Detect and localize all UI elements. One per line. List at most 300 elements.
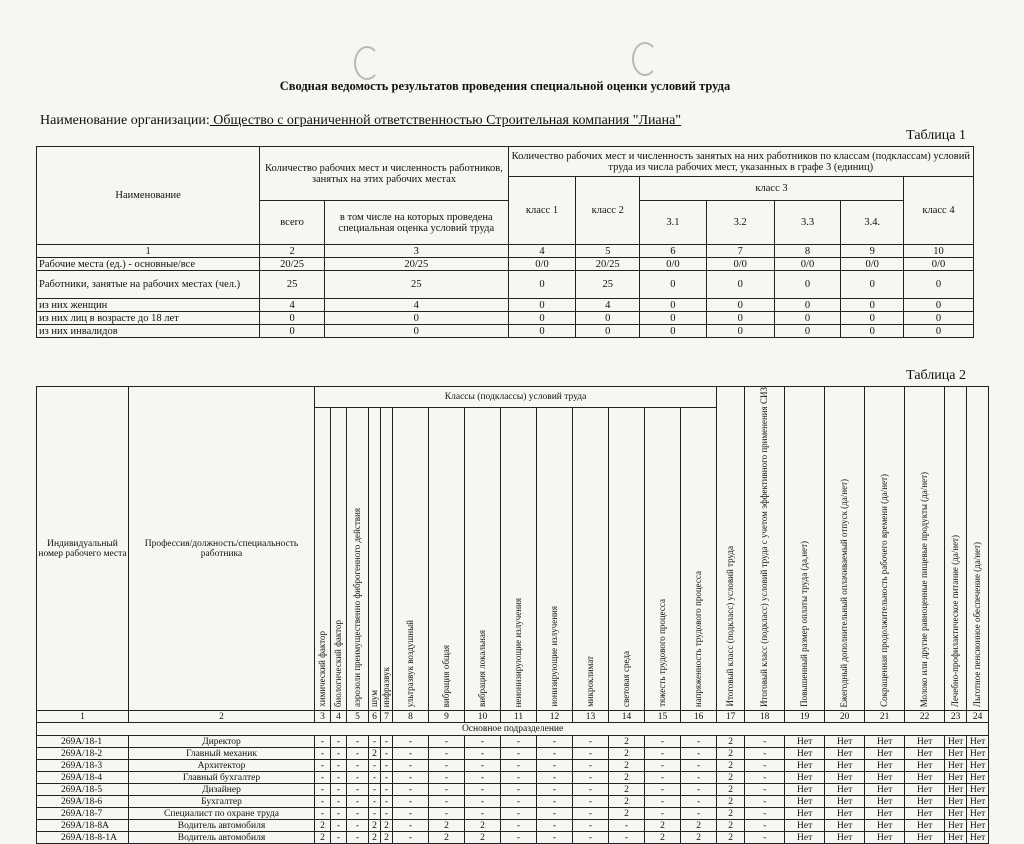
t2-cell: Нет [825, 760, 865, 772]
t2-cell: - [393, 820, 429, 832]
t2-cell: 2 [381, 832, 393, 844]
t2-cell: - [537, 760, 573, 772]
t2-cell: - [381, 736, 393, 748]
t2-cell: - [573, 784, 609, 796]
t1-cell: 4 [324, 299, 508, 312]
t2-header-factor [331, 407, 347, 710]
t2-cell: Нет [865, 796, 905, 808]
t2-cell: - [331, 796, 347, 808]
t2-cell: Нет [945, 736, 967, 748]
t2-cell: - [681, 748, 717, 760]
table1 [36, 146, 974, 338]
t2-cell: Нет [905, 808, 945, 820]
t1-header-total: всего [260, 201, 325, 245]
t2-header-factor-label: напряженность трудового процесса [693, 570, 704, 707]
t2-cell: Нет [945, 748, 967, 760]
t1-col-num: 3 [324, 245, 508, 258]
t1-col-num: 9 [841, 245, 904, 258]
t2-header-extra [945, 387, 967, 711]
t2-row-profession: Бухгалтер [129, 796, 315, 808]
t2-cell: Нет [967, 820, 989, 832]
t1-cell: 25 [324, 271, 508, 299]
t2-cell: Нет [825, 784, 865, 796]
t2-cell: - [381, 760, 393, 772]
t2-header-factor [315, 407, 331, 710]
t2-cell: - [429, 796, 465, 808]
t2-cell: 2 [315, 820, 331, 832]
t2-cell: - [465, 760, 501, 772]
t2-cell: - [573, 832, 609, 844]
t2-cell: 2 [381, 820, 393, 832]
t2-col-num: 22 [905, 711, 945, 723]
t2-cell: 2 [717, 748, 745, 760]
t2-row-id: 269А/18-5 [37, 784, 129, 796]
t2-cell: - [537, 796, 573, 808]
t2-cell: Нет [905, 796, 945, 808]
t1-cell: 0 [260, 312, 325, 325]
t2-header-extra-label: Итоговый класс (подкласс) условий труда с учетом эффективного применения СИЗ [759, 387, 770, 707]
t2-cell: Нет [785, 820, 825, 832]
t2-cell: - [573, 736, 609, 748]
t2-cell: - [745, 808, 785, 820]
t1-cell: 0 [774, 312, 841, 325]
t1-cell: 0 [576, 325, 640, 338]
t1-cell: 20/25 [324, 258, 508, 271]
t2-cell: Нет [785, 760, 825, 772]
t2-cell: Нет [905, 760, 945, 772]
t2-header-factor [347, 407, 369, 710]
t1-cell: 0 [841, 299, 904, 312]
t2-cell: - [369, 808, 381, 820]
t2-cell: - [381, 796, 393, 808]
t2-col-num: 10 [465, 711, 501, 723]
t1-header-class4: класс 4 [903, 177, 973, 245]
t1-cell: 0 [903, 325, 973, 338]
t2-cell: - [573, 760, 609, 772]
t2-cell: - [315, 736, 331, 748]
t2-row-profession: Главный бухгалтер [129, 772, 315, 784]
t2-col-num: 1 [37, 711, 129, 723]
t1-col-num: 8 [774, 245, 841, 258]
t2-cell: - [645, 796, 681, 808]
t2-col-num: 24 [967, 711, 989, 723]
t2-cell: - [645, 784, 681, 796]
t2-header-extra [785, 387, 825, 711]
t1-cell: 0 [508, 325, 576, 338]
t2-cell: - [537, 748, 573, 760]
t2-header-factor [465, 407, 501, 710]
t1-cell: 0 [903, 312, 973, 325]
t2-cell: - [315, 784, 331, 796]
t2-header-factor-label: аэрозоли преимущественно фиброгенного действия [352, 508, 362, 707]
t2-cell: 2 [645, 832, 681, 844]
t1-header-class1: класс 1 [508, 177, 576, 245]
t1-header-classes: Количество рабочих мест и численность занятых на них работников по классам (подклассам) условий труда из числа рабочих мест, указанных в графе 3 (единиц) [508, 147, 973, 177]
t2-cell: - [331, 784, 347, 796]
t1-col-num: 4 [508, 245, 576, 258]
t2-cell: Нет [905, 772, 945, 784]
t2-cell: Нет [825, 808, 865, 820]
t2-cell: - [315, 760, 331, 772]
t2-cell: Нет [825, 772, 865, 784]
t2-cell: Нет [905, 820, 945, 832]
t2-cell: - [465, 808, 501, 820]
t2-cell: - [381, 808, 393, 820]
t2-header-factor [645, 407, 681, 710]
t2-row-id: 269А/18-3 [37, 760, 129, 772]
t2-header-extra-label: Молоко или другие равноценные пищевые продукты (да/нет) [919, 471, 930, 707]
t2-cell: - [347, 760, 369, 772]
t2-cell: - [465, 748, 501, 760]
t2-cell: Нет [865, 772, 905, 784]
t1-cell: 0 [706, 299, 774, 312]
t2-cell: - [381, 784, 393, 796]
t2-header-extra [745, 387, 785, 711]
t2-header-factor-label: шум [369, 689, 379, 707]
t2-cell: Нет [785, 736, 825, 748]
t2-header-factor-label: химический фактор [317, 631, 327, 707]
t2-cell: 2 [369, 820, 381, 832]
t2-row [37, 796, 989, 808]
t2-cell: - [573, 820, 609, 832]
t2-cell: - [347, 796, 369, 808]
t2-cell: 2 [369, 832, 381, 844]
t1-cell: 0 [903, 299, 973, 312]
t1-cell: 25 [260, 271, 325, 299]
t2-header-extra-label: Сокращенная продолжительность рабочего времени (да/нет) [879, 474, 890, 707]
t2-cell: - [347, 772, 369, 784]
t1-header-sub-3-2: 3.2 [706, 201, 774, 245]
t2-cell: - [429, 772, 465, 784]
t2-cell: 2 [315, 832, 331, 844]
t2-cell: - [393, 760, 429, 772]
t1-row [37, 325, 974, 338]
t2-cell: Нет [825, 832, 865, 844]
punch-hole-right-icon [632, 42, 658, 76]
t1-cell: 4 [260, 299, 325, 312]
organization-line [40, 113, 681, 129]
t2-cell: 2 [609, 772, 645, 784]
t2-cell: - [501, 760, 537, 772]
t2-col-num: 2 [129, 711, 315, 723]
t2-cell: - [681, 760, 717, 772]
t2-header-factor [537, 407, 573, 710]
t2-cell: 2 [609, 784, 645, 796]
t1-header-places: Количество рабочих мест и численность работников, занятых на этих рабочих местах [260, 147, 508, 201]
t2-cell: 2 [717, 772, 745, 784]
t1-row-label: из них женщин [37, 299, 260, 312]
t2-col-num: 21 [865, 711, 905, 723]
t2-cell: 2 [681, 832, 717, 844]
t2-cell: Нет [785, 772, 825, 784]
t2-cell: - [681, 736, 717, 748]
t2-row-id: 269А/18-8-1А [37, 832, 129, 844]
t2-header-factor-label: вибрация локальная [477, 629, 487, 707]
t2-cell: 2 [717, 820, 745, 832]
t1-cell: 25 [576, 271, 640, 299]
t2-cell: - [645, 772, 681, 784]
t2-cell: Нет [785, 796, 825, 808]
t2-cell: 2 [717, 736, 745, 748]
t2-cell: Нет [967, 748, 989, 760]
t2-cell: 2 [681, 820, 717, 832]
t2-cell: - [369, 736, 381, 748]
t2-col-num: 18 [745, 711, 785, 723]
t2-cell: Нет [967, 808, 989, 820]
t1-column-numbers [37, 245, 974, 258]
t1-col-num: 5 [576, 245, 640, 258]
t2-col-num: 19 [785, 711, 825, 723]
t2-cell: - [315, 808, 331, 820]
t1-col-num: 6 [640, 245, 707, 258]
t1-header-sub-3-4: 3.4. [841, 201, 904, 245]
t1-header-name: Наименование [37, 147, 260, 245]
t2-cell: - [537, 784, 573, 796]
t2-row [37, 808, 989, 820]
t2-cell: Нет [825, 820, 865, 832]
t1-cell: 0 [774, 299, 841, 312]
t2-cell: - [501, 736, 537, 748]
t2-header-extra [967, 387, 989, 711]
t2-cell: Нет [967, 784, 989, 796]
t2-cell: 2 [429, 820, 465, 832]
t2-cell: Нет [967, 760, 989, 772]
t2-col-num: 5 [347, 711, 369, 723]
t2-cell: - [681, 808, 717, 820]
page-title: Сводная ведомость результатов проведения специальной оценки условий труда [279, 79, 731, 93]
t2-column-numbers [37, 711, 989, 723]
t2-header-id: Индивидуальный номер рабочего места [37, 387, 129, 711]
t2-cell: Нет [865, 784, 905, 796]
table2-caption: Таблица 2 [906, 368, 966, 383]
t1-cell: 0 [640, 312, 707, 325]
t1-col-num: 1 [37, 245, 260, 258]
t2-cell: - [429, 784, 465, 796]
t2-cell: - [573, 772, 609, 784]
t1-cell: 0 [508, 271, 576, 299]
t2-col-num: 11 [501, 711, 537, 723]
t2-row-profession: Главный механик [129, 748, 315, 760]
t2-cell: 2 [429, 832, 465, 844]
table2 [36, 386, 989, 844]
t2-cell: - [331, 748, 347, 760]
t2-header-factor [369, 407, 381, 710]
org-value: Общество с ограниченной ответственностью Строительная компания "Лиана" [209, 113, 682, 128]
t2-row [37, 736, 989, 748]
t2-header-factor [501, 407, 537, 710]
t1-cell: 0 [576, 312, 640, 325]
t1-col-num: 2 [260, 245, 325, 258]
t2-cell: - [537, 808, 573, 820]
t2-row-profession: Директор [129, 736, 315, 748]
t2-cell: - [393, 784, 429, 796]
t1-row-label: из них инвалидов [37, 325, 260, 338]
t1-col-num: 10 [903, 245, 973, 258]
t2-header-factor-label: неионизирующие излучения [513, 597, 523, 707]
t2-cell: - [315, 772, 331, 784]
t1-cell: 0/0 [841, 258, 904, 271]
table1-caption: Таблица 1 [906, 128, 966, 143]
t2-cell: 2 [465, 820, 501, 832]
t1-cell: 0 [640, 325, 707, 338]
t2-cell: Нет [865, 808, 905, 820]
t2-cell: Нет [785, 808, 825, 820]
t1-cell: 0 [706, 312, 774, 325]
t2-cell: - [609, 820, 645, 832]
t2-cell: - [573, 808, 609, 820]
t2-cell: - [347, 808, 369, 820]
t2-cell: Нет [945, 772, 967, 784]
t2-cell: Нет [785, 784, 825, 796]
t2-cell: - [331, 820, 347, 832]
t1-cell: 0 [640, 299, 707, 312]
t2-cell: - [501, 748, 537, 760]
t2-cell: Нет [945, 832, 967, 844]
t2-section-title: Основное подразделение [37, 723, 989, 736]
t1-header-evaluated: в том числе на которых проведена специальная оценка условий труда [324, 201, 508, 245]
t2-header-factor [393, 407, 429, 710]
t2-header-factor [573, 407, 609, 710]
t2-cell: Нет [865, 748, 905, 760]
t2-row-id: 269А/18-2 [37, 748, 129, 760]
t1-row-label: из них лиц в возрасте до 18 лет [37, 312, 260, 325]
t2-cell: Нет [967, 832, 989, 844]
t2-cell: - [369, 796, 381, 808]
t2-cell: - [393, 736, 429, 748]
t2-cell: - [609, 832, 645, 844]
t2-cell: Нет [905, 784, 945, 796]
t2-header-factor [609, 407, 645, 710]
t2-header-factor-label: микроклимат [585, 656, 595, 707]
t1-cell: 0 [508, 299, 576, 312]
t2-cell: - [465, 796, 501, 808]
t1-cell: 0 [774, 325, 841, 338]
t2-cell: - [331, 736, 347, 748]
t2-cell: - [315, 796, 331, 808]
t2-row-id: 269А/18-7 [37, 808, 129, 820]
t2-cell: - [369, 760, 381, 772]
t1-cell: 4 [576, 299, 640, 312]
t2-row-id: 269А/18-1 [37, 736, 129, 748]
t2-cell: - [331, 808, 347, 820]
t2-header-factor-label: вибрация общая [441, 644, 451, 707]
t2-cell: - [745, 796, 785, 808]
t2-header-extra [905, 387, 945, 711]
t1-cell: 0 [508, 312, 576, 325]
t2-cell: Нет [785, 748, 825, 760]
t2-cell: 2 [609, 760, 645, 772]
t2-header-extra-label: Итоговый класс (подкласс) условий труда [725, 546, 736, 707]
t2-cell: Нет [825, 748, 865, 760]
t1-cell: 0 [841, 271, 904, 299]
t2-cell: - [681, 784, 717, 796]
t2-header-extra [825, 387, 865, 711]
t2-cell: 2 [609, 748, 645, 760]
t2-cell: - [537, 820, 573, 832]
t1-row [37, 312, 974, 325]
t2-cell: - [745, 736, 785, 748]
t2-cell: - [501, 796, 537, 808]
t2-cell: - [501, 784, 537, 796]
t1-cell: 0 [774, 271, 841, 299]
t2-row [37, 832, 989, 844]
t2-cell: Нет [825, 796, 865, 808]
t2-col-num: 9 [429, 711, 465, 723]
t2-cell: Нет [945, 820, 967, 832]
t2-col-num: 13 [573, 711, 609, 723]
t2-header-factor-label: световая среда [621, 651, 631, 707]
t2-cell: Нет [865, 832, 905, 844]
t1-cell: 0 [706, 271, 774, 299]
t2-cell: - [573, 748, 609, 760]
t2-row-profession: Водитель автомобиля [129, 832, 315, 844]
t2-cell: Нет [785, 832, 825, 844]
t2-cell: - [465, 784, 501, 796]
t2-row-profession: Водитель автомобиля [129, 820, 315, 832]
t2-row-id: 269А/18-8А [37, 820, 129, 832]
t1-col-num: 7 [706, 245, 774, 258]
t2-cell: - [681, 772, 717, 784]
t2-cell: 2 [609, 736, 645, 748]
t1-cell: 0 [706, 325, 774, 338]
t2-cell: - [393, 832, 429, 844]
t1-row-label: Рабочие места (ед.) - основные/все [37, 258, 260, 271]
t2-header-classes: Классы (подклассы) условий труда [315, 387, 717, 408]
t2-col-num: 7 [381, 711, 393, 723]
t2-cell: Нет [945, 760, 967, 772]
t2-cell: - [381, 772, 393, 784]
t2-cell: 2 [369, 748, 381, 760]
t2-header-extra-label: Повышенный размер оплаты труда (да,нет) [799, 541, 810, 707]
t2-cell: - [347, 820, 369, 832]
t2-header-extra [717, 387, 745, 711]
t2-row-id: 269А/18-4 [37, 772, 129, 784]
t2-cell: - [315, 748, 331, 760]
t1-cell: 0/0 [706, 258, 774, 271]
t2-col-num: 4 [331, 711, 347, 723]
t1-cell: 20/25 [260, 258, 325, 271]
t2-col-num: 17 [717, 711, 745, 723]
t1-cell: 0/0 [508, 258, 576, 271]
t2-cell: 2 [645, 820, 681, 832]
t2-header-extra [865, 387, 905, 711]
t2-cell: - [745, 820, 785, 832]
t2-cell: Нет [865, 736, 905, 748]
t1-cell: 0/0 [640, 258, 707, 271]
t2-row [37, 820, 989, 832]
t2-cell: Нет [865, 760, 905, 772]
t2-cell: - [369, 784, 381, 796]
t2-cell: 2 [465, 832, 501, 844]
t2-cell: - [347, 748, 369, 760]
t2-cell: Нет [905, 748, 945, 760]
t2-cell: Нет [945, 808, 967, 820]
t1-cell: 0 [841, 312, 904, 325]
t1-row [37, 271, 974, 299]
t1-cell: 0 [903, 271, 973, 299]
t2-cell: - [645, 760, 681, 772]
t2-col-num: 15 [645, 711, 681, 723]
t2-cell: - [429, 808, 465, 820]
t2-cell: Нет [905, 736, 945, 748]
t2-cell: - [465, 736, 501, 748]
t2-col-num: 8 [393, 711, 429, 723]
t2-cell: - [537, 832, 573, 844]
t1-cell: 0/0 [774, 258, 841, 271]
t2-header-factor [681, 407, 717, 710]
t2-cell: - [331, 832, 347, 844]
t2-cell: - [745, 784, 785, 796]
